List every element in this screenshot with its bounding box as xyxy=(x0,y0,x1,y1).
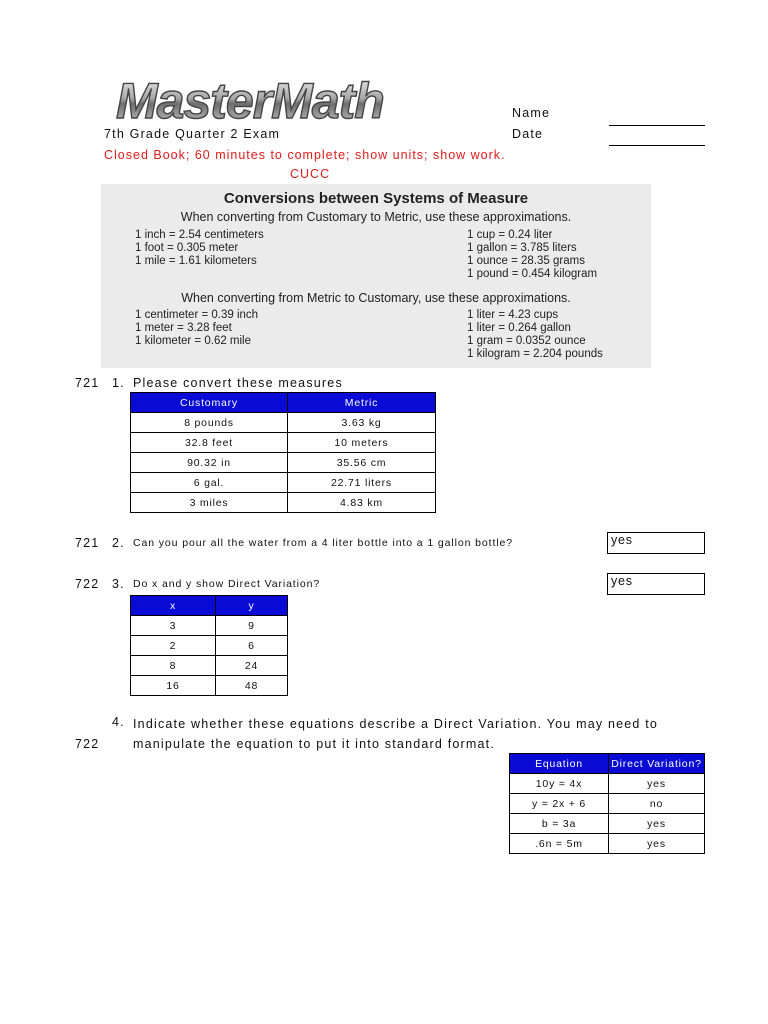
q3-cell: 24 xyxy=(216,656,288,676)
q3-cell: 16 xyxy=(131,676,216,696)
q4-cell: no xyxy=(609,794,705,814)
conversion-item: 1 ounce = 28.35 grams xyxy=(467,255,585,267)
conversion-item: 1 kilogram = 2.204 pounds xyxy=(467,348,603,360)
q3-answer: yes xyxy=(611,574,633,588)
name-line xyxy=(609,125,705,126)
q3-text: Do x and y show Direct Variation? xyxy=(133,578,321,590)
conversion-item: 1 gram = 0.0352 ounce xyxy=(467,335,586,347)
date-line xyxy=(609,145,705,146)
q1-number: 1. xyxy=(112,376,125,390)
q4-header-direct-variation: Direct Variation? xyxy=(609,754,705,774)
q4-number: 4. xyxy=(112,715,125,729)
q1-text: Please convert these measures xyxy=(133,376,343,390)
q2-number: 2. xyxy=(112,536,125,550)
q1-cell: 22.71 liters xyxy=(288,473,436,493)
q1-cell: 32.8 feet xyxy=(131,433,288,453)
q3-cell: 48 xyxy=(216,676,288,696)
conversions-subtitle-2: When converting from Metric to Customary, use these approximations. xyxy=(181,291,571,305)
conversion-item: 1 liter = 0.264 gallon xyxy=(467,322,571,334)
instructions: Closed Book; 60 minutes to complete; show units; show work. xyxy=(104,148,506,162)
q1-code: 721 xyxy=(75,376,100,390)
q4-cell: y = 2x + 6 xyxy=(510,794,609,814)
q1-cell: 3.63 kg xyxy=(288,413,436,433)
q2-text: Can you pour all the water from a 4 liter bottle into a 1 gallon bottle? xyxy=(133,537,513,549)
conversions-box xyxy=(101,184,651,368)
conversions-title: Conversions between Systems of Measure xyxy=(223,190,529,207)
q1-cell: 8 pounds xyxy=(131,413,288,433)
q3-header-y: y xyxy=(216,596,288,616)
q1-cell: 10 meters xyxy=(288,433,436,453)
q2-answer: yes xyxy=(611,533,633,547)
conversion-item: 1 meter = 3.28 feet xyxy=(135,322,232,334)
q4-cell: yes xyxy=(609,774,705,794)
conversion-item: 1 kilometer = 0.62 mile xyxy=(135,335,252,347)
q2-answer-box[interactable] xyxy=(607,532,705,554)
name-label: Name xyxy=(512,106,551,120)
q4-text-line-1: Indicate whether these equations describe a Direct Variation. You may need to xyxy=(133,717,659,731)
q4-cell: yes xyxy=(609,834,705,854)
q1-table xyxy=(130,392,436,513)
q4-table xyxy=(509,753,705,854)
q3-header-x: x xyxy=(131,596,216,616)
q2-code: 721 xyxy=(75,536,100,550)
conversion-item: 1 foot = 0.305 meter xyxy=(135,242,239,254)
mastermath-logo xyxy=(112,72,412,128)
q3-code: 722 xyxy=(75,577,100,591)
q1-header-customary: Customary xyxy=(131,393,288,413)
q1-cell: 4.83 km xyxy=(288,493,436,513)
q3-cell: 3 xyxy=(131,616,216,636)
q4-cell: b = 3a xyxy=(510,814,609,834)
q3-cell: 8 xyxy=(131,656,216,676)
conversion-item: 1 cup = 0.24 liter xyxy=(467,229,553,241)
q4-cell: .6n = 5m xyxy=(510,834,609,854)
course-code: CUCC xyxy=(290,167,331,181)
q1-cell: 6 gal. xyxy=(131,473,288,493)
q1-cell: 90.32 in xyxy=(131,453,288,473)
q3-cell: 9 xyxy=(216,616,288,636)
conversion-item: 1 inch = 2.54 centimeters xyxy=(135,229,264,241)
q3-number: 3. xyxy=(112,577,125,591)
conversion-item: 1 gallon = 3.785 liters xyxy=(467,242,577,254)
logo-text: MasterMath xyxy=(116,73,384,128)
q4-text-line-2: manipulate the equation to put it into standard format. xyxy=(133,737,496,751)
conversion-item: 1 liter = 4.23 cups xyxy=(467,309,559,321)
q1-header-metric: Metric xyxy=(288,393,436,413)
q4-cell: 10y = 4x xyxy=(510,774,609,794)
q4-header-equation: Equation xyxy=(510,754,609,774)
date-label: Date xyxy=(512,127,544,141)
conversion-item: 1 mile = 1.61 kilometers xyxy=(135,255,257,267)
q4-cell: yes xyxy=(609,814,705,834)
q3-table xyxy=(130,595,288,696)
exam-title: 7th Grade Quarter 2 Exam xyxy=(104,127,281,141)
q3-answer-box[interactable] xyxy=(607,573,705,595)
conversions-subtitle-1: When converting from Customary to Metric, use these approximations. xyxy=(180,210,572,224)
q3-cell: 6 xyxy=(216,636,288,656)
q1-cell: 3 miles xyxy=(131,493,288,513)
conversion-item: 1 pound = 0.454 kilogram xyxy=(467,268,598,280)
q1-cell: 35.56 cm xyxy=(288,453,436,473)
q3-cell: 2 xyxy=(131,636,216,656)
conversion-item: 1 centimeter = 0.39 inch xyxy=(135,309,259,321)
q4-code: 722 xyxy=(75,737,100,751)
